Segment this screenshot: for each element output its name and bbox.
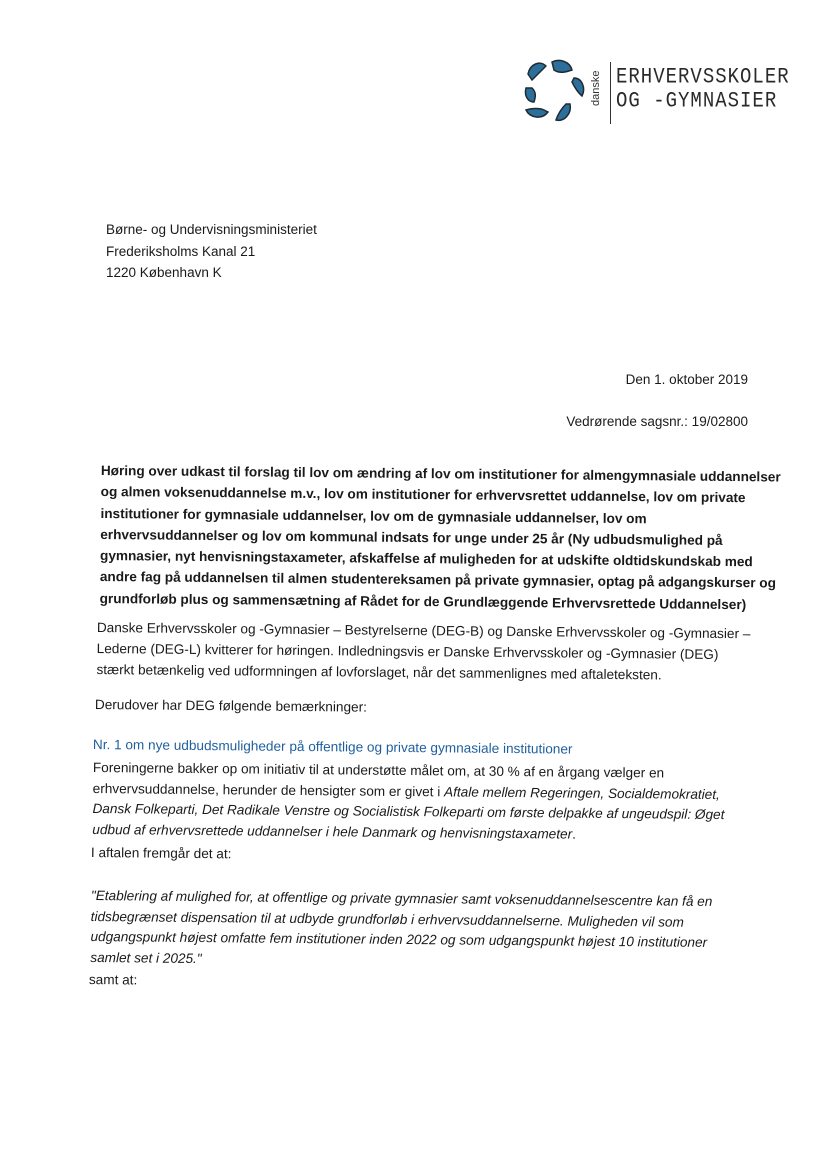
- paragraph-line: stærkt betænkelig ved udformningen af lovforslaget, når det sammenlignes med aftaleteksten.: [96, 661, 662, 683]
- agreement-quote: [90, 886, 751, 974]
- logo-small-text: danske: [590, 70, 602, 106]
- agreement-title: Aftale mellem Regeringen, Socialdemokratiet,: [443, 783, 720, 802]
- subject-line: andre fag på uddannelsen til almen studentereksamen på private gymnasier, optag på adgangskurser og: [99, 569, 777, 591]
- paragraph-line: Foreningerne bakker op om initiativ til at understøtte målet om, at 30 % af en årgang vælger en: [92, 759, 665, 781]
- paragraph-line: Danske Erhvervsskoler og -Gymnasier – Bestyrelserne (DEG-B) og Danske Erhvervsskoler og -Gymnasier –: [96, 619, 751, 642]
- recipient-line: Frederiksholms Kanal 21: [106, 243, 256, 259]
- section-heading: Nr. 1 om nye udbudsmuligheder på offentlige og private gymnasiale institutioner: [92, 737, 573, 757]
- paragraph-line: udbud af erhvervsrettede uddannelser i hele Danmark og henvisningstaxameter.: [92, 821, 576, 842]
- subject-line: gymnasier, nyt henvisningstaxameter, afskaffelse af muligheden for at udskifte oldtidskundskab med: [100, 548, 753, 570]
- paragraph-line: Lederne (DEG-L) kvitterer for høringen. Indledningsvis er Danske Erhvervsskoler og -Gymnasier (DEG): [96, 640, 719, 662]
- recipient-line: 1220 København K: [106, 265, 222, 280]
- agreement-intro: I aftalen fremgår det at:: [90, 845, 232, 862]
- agreement-title: udbud af erhvervsrettede uddannelser i hele Danmark og henvisningstaxameter: [92, 821, 573, 842]
- subject-line: grundforløb plus og sammensætning af Rådet for de Grundlæggende Erhvervsrettede Uddannelser): [99, 590, 747, 612]
- letter-date: Den 1. oktober 2019: [625, 372, 748, 387]
- remarks-intro: Derudover har DEG følgende bemærkninger:: [94, 697, 368, 715]
- logo-wordmark-line1: ERHVERVSSKOLER: [616, 64, 790, 90]
- subject-line: og almen voksenuddannelse m.v., lov om institutioner for erhvervsrettet uddannelse, lov om private: [100, 484, 746, 506]
- subject-heading: [99, 460, 781, 615]
- subject-line: erhvervsuddannelser og lov om kommunal indsats for unge under 25 år (Ny udbudsmulighed på: [100, 526, 723, 548]
- quote-line: tidsbegrænset dispensation til at udbyde grundforløb i erhvervsuddannelserne. Muligheden vil som: [90, 908, 684, 930]
- recipient-address: [106, 219, 317, 284]
- subject-line: institutioner for gymnasiale uddannelser, lov om de gymnasiale uddannelser, lov om: [100, 505, 647, 526]
- subject-line: Høring over udkast til forslag til lov om ændring af lov om institutioner for almengymnasiale uddannelser: [100, 462, 781, 485]
- recipient-line: Børne- og Undervisningsministeriet: [106, 222, 317, 237]
- quote-line: udgangspunkt højest omfatte fem institutioner inden 2022 og som udgangspunkt højest 10 institutioner: [90, 928, 708, 950]
- logo-wordmark-line2: OG -GYMNASIER: [616, 88, 778, 114]
- logo-divider: [610, 62, 611, 124]
- quote-line: samlet set i 2025.": [90, 949, 202, 966]
- case-number: Vedrørende sagsnr.: 19/02800: [566, 414, 748, 429]
- section-paragraph: [92, 758, 753, 846]
- agreement-title: Dansk Folkeparti, Det Radikale Venstre og Socialistisk Folkeparti om første delpakke af ungeudspil: Øget: [92, 800, 725, 823]
- quote-line: "Etablering af mulighed for, at offentlige og private gymnasier samt voksenuddannelsescentre kan få en: [90, 887, 713, 909]
- intro-paragraph: [96, 617, 751, 686]
- paragraph-line: erhvervsuddannelse, herunder de hensigter som er givet i Aftale mellem Regeringen, Socialdemokratiet,: [92, 780, 720, 802]
- logo-mark-icon: [522, 56, 588, 126]
- closing-fragment: samt at:: [88, 972, 138, 988]
